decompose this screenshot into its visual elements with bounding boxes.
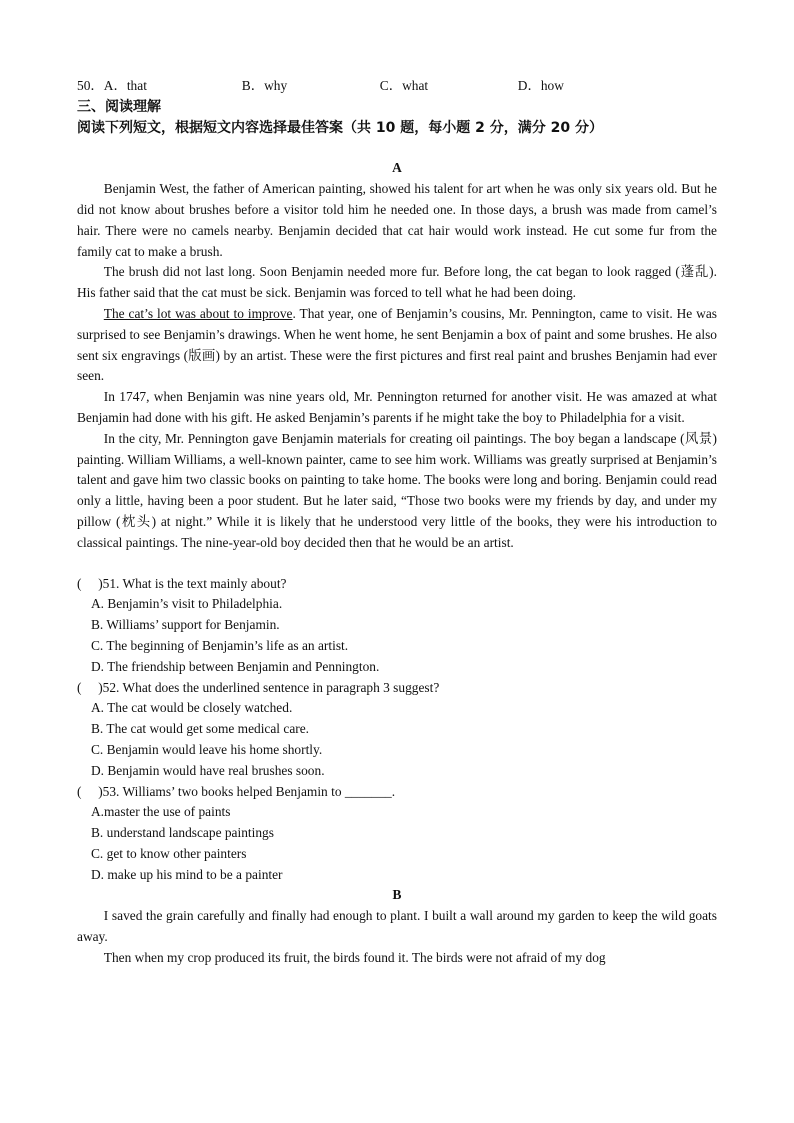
option-d: D. Benjamin would have real brushes soon. bbox=[91, 762, 325, 778]
passage-b-paragraph-2: Then when my crop produced its fruit, the birds found it. The birds were not afraid of my dog bbox=[103, 949, 606, 965]
section-instructions: 阅读下列短文，根据短文内容选择最佳答案（共 10 题，每小题 2 分，满分 20 分） bbox=[77, 119, 603, 136]
question-51 bbox=[77, 574, 717, 678]
option-b: B. understand landscape paintings bbox=[91, 825, 274, 841]
q50-option-b: B．why bbox=[241, 78, 288, 93]
spacer bbox=[77, 554, 717, 574]
question-stem: ( )53. Williams’ two books helped Benjamin to _______. bbox=[77, 783, 396, 799]
question-50 bbox=[77, 76, 717, 97]
question-52 bbox=[77, 678, 717, 782]
option-a: A. Benjamin’s visit to Philadelphia. bbox=[91, 596, 283, 612]
underlined-sentence: The cat’s lot was about to improve bbox=[103, 305, 293, 321]
passage-a-paragraph-4: In 1747, when Benjamin was nine years old, Mr. Pennington returned for another visit. He was amazed at what Benjamin had done with his gift. He asked Benjamin’s parents if he might take the boy to Philadelphia for a visit. bbox=[77, 389, 717, 425]
passage-b-label: B bbox=[392, 887, 402, 903]
option-a: A.master the use of paints bbox=[91, 804, 231, 820]
option-b: B. Williams’ support for Benjamin. bbox=[91, 617, 280, 633]
q50-option-c: C．what bbox=[379, 78, 429, 93]
worksheet-page bbox=[77, 76, 717, 969]
option-c: C. get to know other painters bbox=[91, 845, 247, 861]
passage-a-paragraph-2: The brush did not last long. Soon Benjamin needed more fur. Before long, the cat began to look ragged (蓬乱). His father said that the cat must be sick. Benjamin was forced to tell what he had been doing. bbox=[77, 264, 717, 301]
option-d: D. The friendship between Benjamin and Pennington. bbox=[91, 658, 380, 674]
option-c: C. The beginning of Benjamin’s life as an artist. bbox=[91, 637, 349, 653]
option-b: B. The cat would get some medical care. bbox=[91, 721, 310, 737]
passage-a-paragraph-5: In the city, Mr. Pennington gave Benjamin materials for creating oil paintings. The boy began a landscape (风景) painting. William Williams, a well-known painter, came to see him work. Williams was greatly surprised at Benjamin’s talent and gave him two classic books on painting to take home. The books were long and boring. Benjamin could read only a little, having been a poor student. But he later said, “Those two books were my friends by day, and under my pillow (枕头) at night.” While it is likely that he understood very little of the books, they were his introduction to classical paintings. The nine-year-old boy decided then that he would be an artist. bbox=[77, 430, 717, 550]
q50-option-d: D．how bbox=[517, 78, 564, 93]
passage-b-paragraph-1: I saved the grain carefully and finally had enough to plant. I built a wall around my garden to keep the wild goats away. bbox=[77, 908, 717, 945]
option-c: C. Benjamin would leave his home shortly. bbox=[91, 741, 323, 757]
passage-a-paragraph-1: Benjamin West, the father of American painting, showed his talent for art when he was only six years old. But he did not know about brushes before a visitor told him he needed one. In those days, a brush was made from camel’s hair. There were no camels nearby. Benjamin decided that cat hair would work instead. He cut some fur from the family cat to make a brush. bbox=[77, 181, 717, 259]
q50-number: 50． bbox=[77, 78, 104, 93]
passage-a-label: A bbox=[392, 160, 402, 176]
question-stem: ( )52. What does the underlined sentence in paragraph 3 suggest? bbox=[77, 679, 440, 695]
question-stem: ( )51. What is the text mainly about? bbox=[77, 575, 287, 591]
section-title: 三、阅读理解 bbox=[77, 98, 161, 115]
option-d: D. make up his mind to be a painter bbox=[91, 866, 283, 882]
option-a: A. The cat would be closely watched. bbox=[91, 700, 293, 716]
question-53 bbox=[77, 782, 717, 886]
passage-a-paragraph-3 bbox=[77, 304, 717, 387]
q50-option-a: A．that bbox=[103, 78, 147, 93]
paragraph-3-rest: . That year, one of Benjamin’s cousins, Mr. Pennington, came to visit. He was surprised to see Benjamin’s drawings. When he went home, he sent Benjamin a box of paint and some brushes. He also sent six engravings (版画) by an artist. These were the first pictures and first real paint and brushes Benjamin had ever seen. bbox=[77, 305, 717, 384]
